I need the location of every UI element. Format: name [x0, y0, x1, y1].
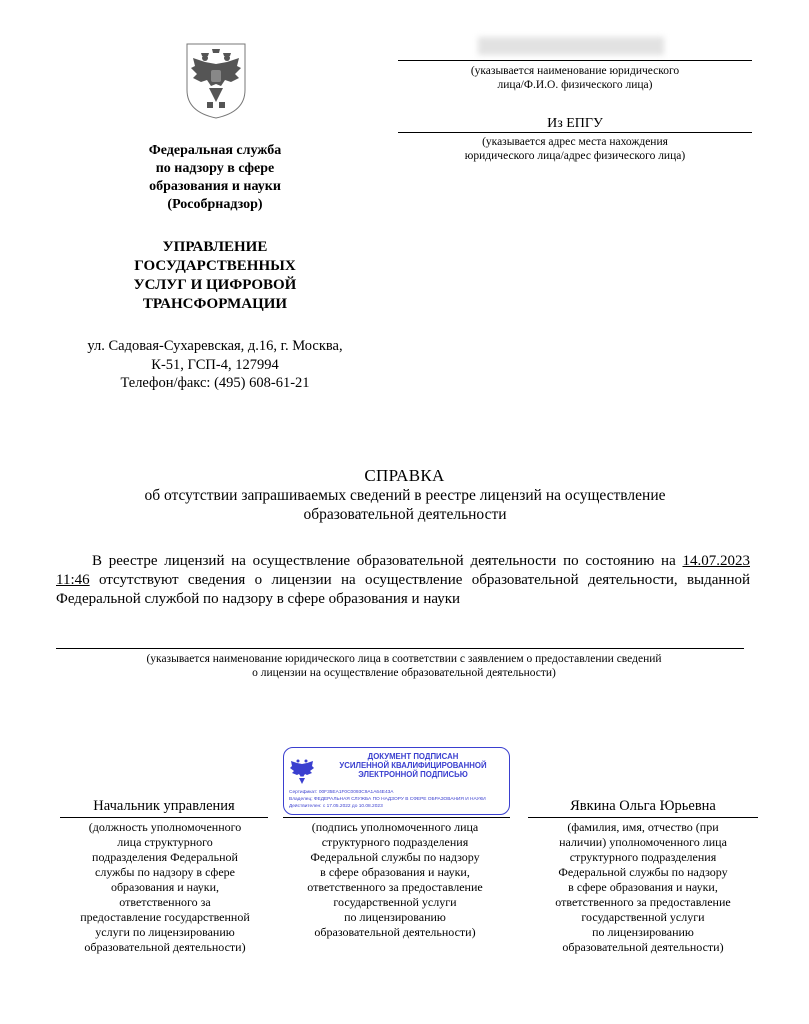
dept-line: УПРАВЛЕНИЕ [162, 239, 268, 255]
org-name-line: Федеральная служба [148, 143, 282, 158]
address-line: ул. Садовая-Сухаревская, д.16, г. Москва, [87, 338, 343, 354]
caption-line: по лицензированию [592, 925, 694, 939]
org-name-line: по надзору в сфере [155, 161, 275, 176]
stamp-title-line: УСИЛЕННОЙ КВАЛИФИЦИРОВАННОЙ [339, 761, 487, 770]
caption-line: ответственного за предоставление [307, 880, 483, 894]
caption-line: образовательной деятельности) [314, 925, 476, 939]
caption-line: наличии) уполномоченного лица [559, 835, 727, 849]
document-title: СПРАВКА [364, 466, 445, 485]
subtitle-line: образовательной деятельности [303, 506, 507, 523]
caption-line: государственной услуги [333, 895, 457, 909]
caption-line: о лицензии на осуществление образовательной деятельности) [252, 667, 556, 679]
caption-line: услуги по лицензированию [95, 925, 235, 939]
signer-position: Начальник управления [93, 798, 235, 814]
dept-line: ГОСУДАРСТВЕННЫХ [134, 258, 296, 274]
name-caption [528, 820, 758, 955]
caption-line: (указывается наименование юридического лица в соответствии с заявлением о предоставлении сведений [146, 653, 662, 665]
org-name-line: (Рособрнадзор) [167, 197, 263, 212]
caption-line: (подпись уполномоченного лица [311, 820, 479, 834]
subtitle-line: об отсутствии запрашиваемых сведений в реестре лицензий на осуществление [144, 487, 666, 504]
name-line [528, 817, 758, 818]
caption-line: (фамилия, имя, отчество (при [567, 820, 719, 834]
stamp-title-line: ДОКУМЕНТ ПОДПИСАН [367, 752, 459, 761]
caption-line: структурного подразделения [569, 850, 717, 864]
caption-line: лица структурного [117, 835, 213, 849]
recipient-address-line [398, 132, 752, 133]
signer-name: Явкина Ольга Юрьевна [570, 798, 716, 814]
caption-line: ответственного за [119, 895, 211, 909]
stamp-owner: Владелец: ФЕДЕРАЛЬНАЯ СЛУЖБА ПО НАДЗОРУ В СФЕРЕ ОБРАЗОВАНИЯ И НАУКИ [289, 797, 486, 802]
stamp-certificate: Сертификат: 00F35EA1F0C0093C9A1A64E43A [289, 790, 394, 795]
caption-line: подразделения Федеральной [92, 850, 238, 864]
caption-line: (указывается наименование юридического [470, 65, 680, 77]
caption-line: Федеральной службы по надзору [310, 850, 480, 864]
dept-line: УСЛУГ И ЦИФРОВОЙ [133, 277, 297, 293]
caption-line: структурного подразделения [321, 835, 469, 849]
status-date: 14.07.2023 11:46 [56, 553, 750, 588]
caption-line: юридического лица/адрес физического лица) [464, 150, 686, 162]
caption-line: образования и науки, [110, 880, 220, 894]
address-line: Телефон/факс: (495) 608-61-21 [120, 375, 310, 391]
stamp-title [320, 752, 506, 779]
recipient-address-caption [398, 135, 752, 163]
sender-department-name [90, 238, 340, 314]
document-subtitle [60, 486, 750, 524]
caption-line: (должность уполномоченного [88, 820, 242, 834]
caption-line: Федеральной службы по надзору [558, 865, 728, 879]
caption-line: государственной услуги [581, 910, 705, 924]
caption-line: образовательной деятельности) [84, 940, 246, 954]
body-text: отсутствуют сведения о лицензии на осуществление образовательной деятельности, выданной Федеральной службой по надзору в сфере образования и науки [56, 572, 751, 607]
electronic-signature-stamp [283, 747, 510, 815]
recipient-name-line [398, 60, 752, 61]
recipient-address-value: Из ЕПГУ [547, 116, 603, 131]
signature-caption [282, 820, 508, 940]
caption-line: лица/Ф.И.О. физического лица) [497, 79, 653, 91]
caption-line: в сфере образования и науки, [320, 865, 470, 879]
caption-line: ответственного за предоставление [555, 895, 731, 909]
redacted-recipient-name [478, 37, 664, 55]
sender-address [60, 337, 370, 393]
organization-name-line [56, 648, 744, 649]
dept-line: ТРАНСФОРМАЦИИ [142, 296, 288, 312]
position-caption [60, 820, 270, 955]
org-name-line: образования и науки [149, 179, 281, 194]
caption-line: образовательной деятельности) [562, 940, 724, 954]
stamp-emblem-icon [289, 756, 315, 786]
stamp-title-line: ЭЛЕКТРОННОЙ ПОДПИСЬЮ [358, 770, 468, 779]
caption-line: в сфере образования и науки, [568, 880, 718, 894]
emblem-of-russia [183, 40, 249, 120]
caption-line: службы по надзору в сфере [95, 865, 235, 879]
body-text: В реестре лицензий на осуществление образовательной деятельности по состоянию на [92, 553, 676, 569]
document-body [56, 552, 750, 609]
caption-line: по лицензированию [344, 910, 446, 924]
position-line [60, 817, 268, 818]
caption-line: предоставление государственной [80, 910, 250, 924]
sender-organization-name [100, 142, 330, 214]
body-paragraph [56, 552, 750, 609]
caption-line: (указывается адрес места нахождения [482, 136, 668, 148]
signature-line [283, 817, 510, 818]
organization-name-caption [60, 652, 748, 680]
stamp-validity: Действителен: с 17.05.2022 до 10.08.2023 [289, 804, 383, 809]
recipient-name-caption [398, 64, 752, 92]
address-line: К-51, ГСП-4, 127994 [151, 356, 279, 373]
